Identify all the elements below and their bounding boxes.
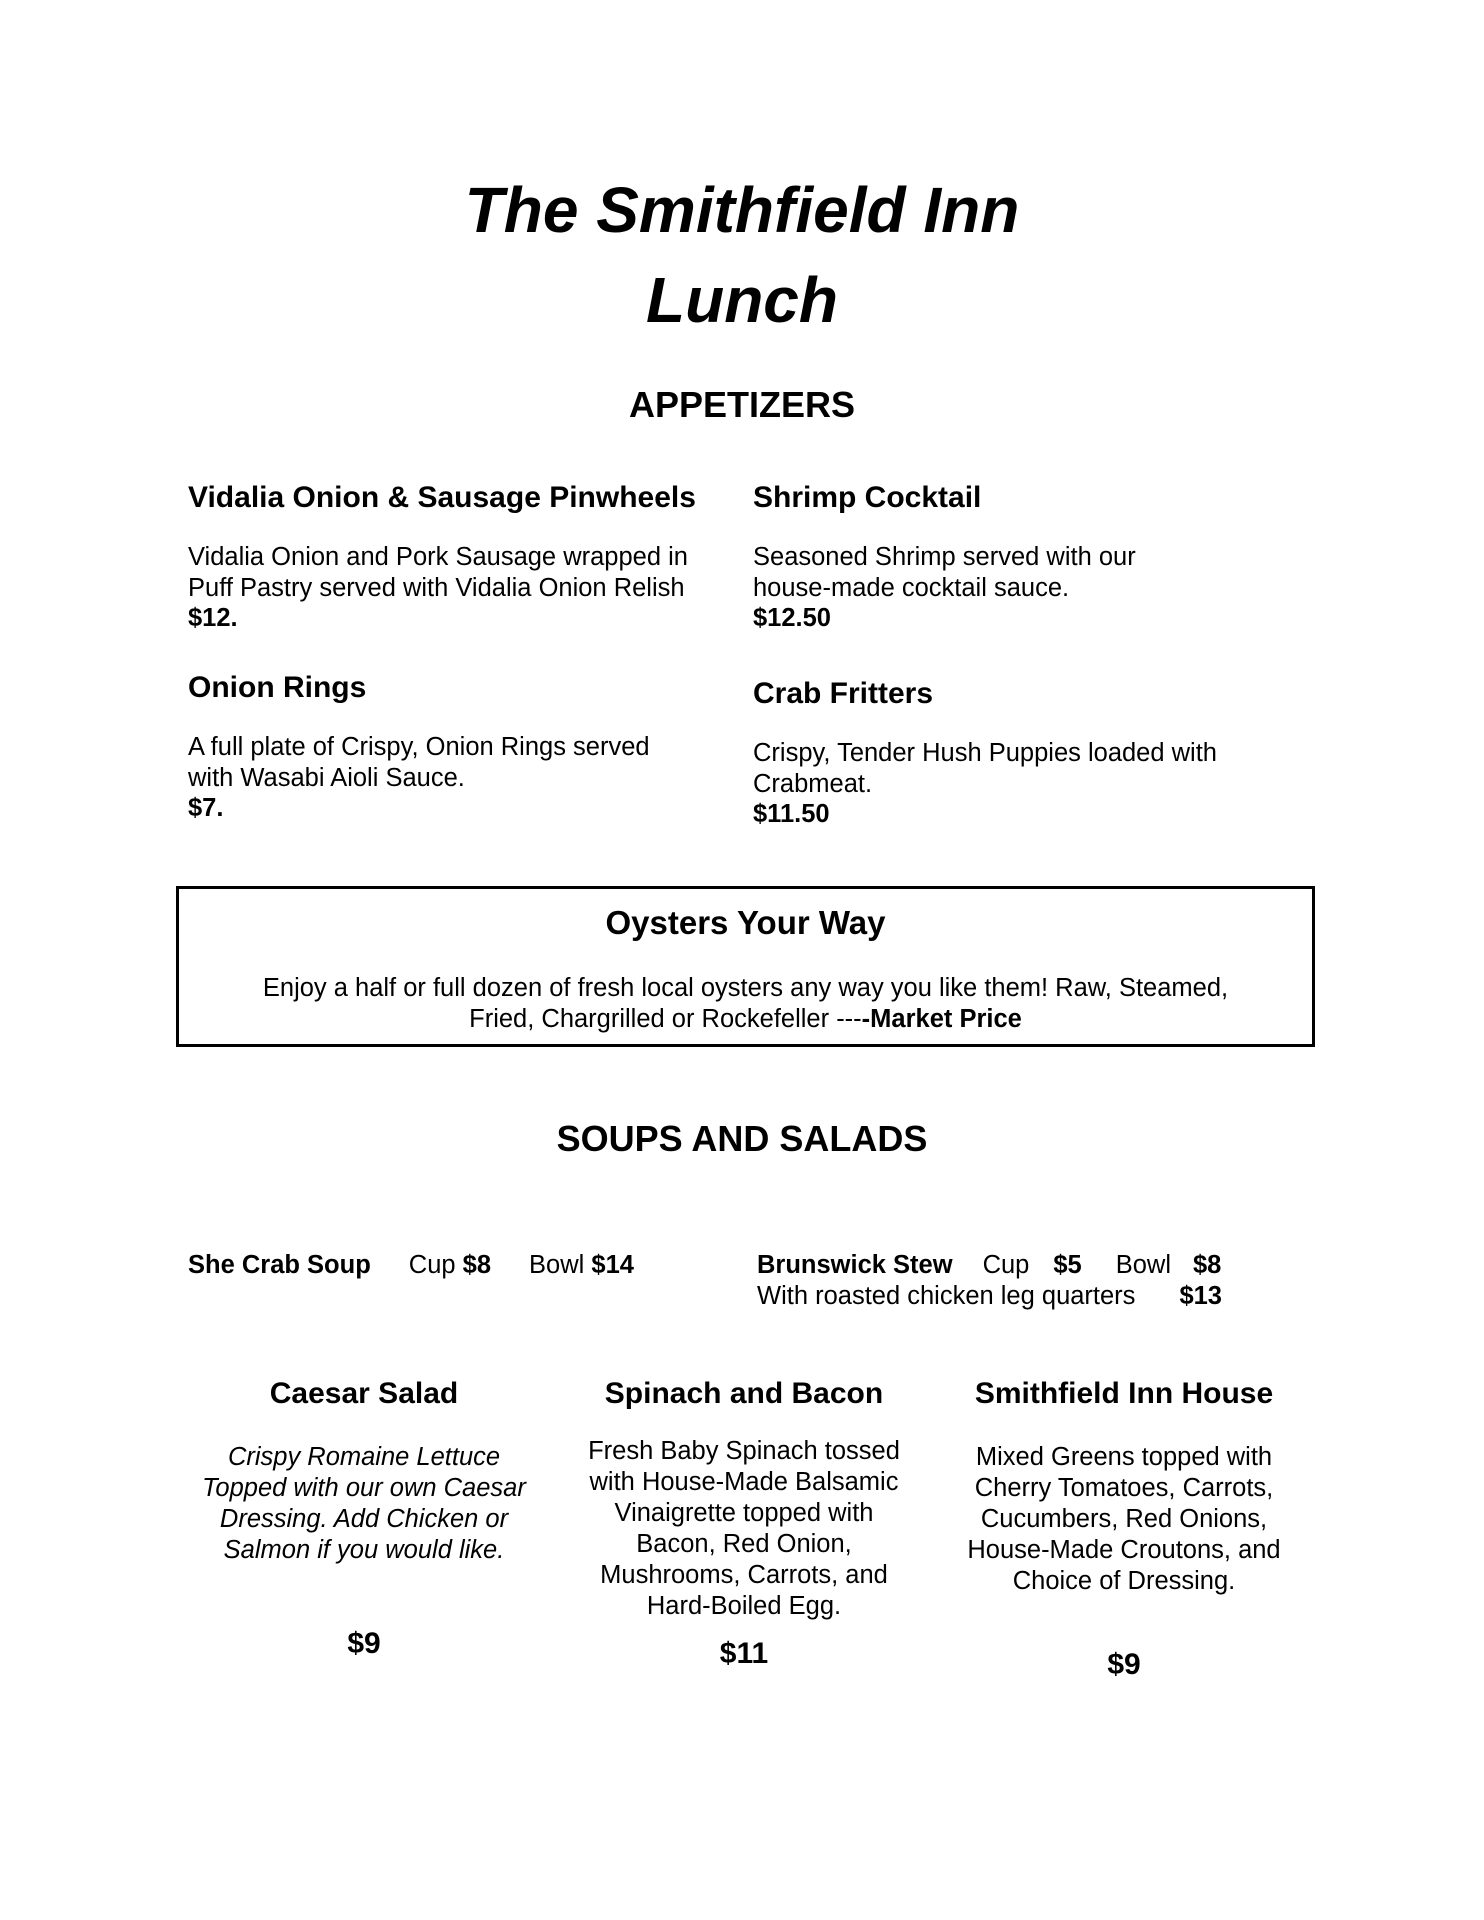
- salad-desc-line: Dressing. Add Chicken or: [219, 1505, 509, 1533]
- oysters-title: Oysters Your Way: [605, 904, 886, 941]
- salad-desc-line: Cucumbers, Red Onions,: [980, 1505, 1268, 1533]
- cup-price: $8: [462, 1251, 492, 1279]
- soup-name: She Crab Soup: [188, 1251, 371, 1279]
- appetizer-item: [753, 480, 1273, 634]
- appetizer-name: Crab Fritters: [753, 677, 934, 710]
- appetizer-desc-line: Seasoned Shrimp served with our: [753, 543, 1136, 571]
- salad-spinach-bacon: [544, 1376, 944, 1672]
- salad-description: [914, 1442, 1334, 1597]
- soups-salads-heading: SOUPS AND SALADS: [556, 1118, 928, 1159]
- cup-price: $5: [1053, 1251, 1082, 1279]
- appetizer-desc-line: Vidalia Onion and Pork Sausage wrapped in: [188, 543, 688, 571]
- appetizer-item: [188, 480, 728, 634]
- salad-desc-line: Choice of Dressing.: [1012, 1567, 1236, 1595]
- appetizer-item: [188, 670, 728, 824]
- salad-smithfield-house: [914, 1376, 1334, 1683]
- appetizer-desc-line: A full plate of Crispy, Onion Rings served: [188, 733, 650, 761]
- salad-name: Caesar Salad: [269, 1377, 459, 1410]
- cup-label: Cup: [408, 1251, 456, 1279]
- salad-desc-line: Crispy Romaine Lettuce: [227, 1443, 501, 1471]
- bowl-price: $14: [591, 1251, 634, 1279]
- salad-desc-line: Mushrooms, Carrots, and: [600, 1561, 888, 1589]
- salad-desc-line: Mixed Greens topped with: [975, 1443, 1273, 1471]
- oysters-text-line: [219, 1004, 1272, 1035]
- salad-desc-line: Salmon if you would like.: [223, 1536, 505, 1564]
- oysters-description: [219, 973, 1272, 1035]
- oysters-text-line-2: Fried, Chargrilled or Rockefeller ---: [469, 1005, 862, 1033]
- salad-price: $9: [1107, 1648, 1141, 1681]
- brunswick-stew-row: [757, 1250, 1221, 1281]
- salad-desc-line: Cherry Tomatoes, Carrots,: [974, 1474, 1274, 1502]
- salad-name: Smithfield Inn House: [974, 1377, 1274, 1410]
- appetizer-desc-line: Puff Pastry served with Vidalia Onion Relish: [188, 573, 685, 602]
- salad-caesar: [164, 1376, 564, 1662]
- salad-price: $9: [347, 1627, 381, 1660]
- bowl-price: $8: [1193, 1251, 1222, 1279]
- appetizer-desc-line: house-made cocktail sauce.: [753, 573, 1070, 602]
- appetizer-name: Vidalia Onion & Sausage Pinwheels: [188, 481, 696, 514]
- brunswick-extra-price: $13: [1179, 1282, 1222, 1310]
- menu-name: Lunch: [646, 264, 838, 336]
- cup-label: Cup: [982, 1251, 1030, 1279]
- soup-name: Brunswick Stew: [757, 1251, 953, 1279]
- appetizer-price: $11.50: [753, 800, 830, 828]
- salad-description: [164, 1442, 564, 1566]
- appetizer-desc-line: Crabmeat.: [753, 769, 873, 798]
- appetizer-name: Onion Rings: [188, 671, 367, 704]
- salad-price: $11: [719, 1637, 769, 1670]
- oysters-price: -Market Price: [861, 1005, 1022, 1033]
- appetizer-price: $7.: [188, 794, 224, 822]
- brunswick-extra-row: [757, 1281, 1222, 1312]
- salad-desc-line: Topped with our own Caesar: [202, 1474, 526, 1502]
- appetizer-desc-line: with Wasabi Aioli Sauce.: [188, 763, 465, 792]
- salad-desc-line: Hard-Boiled Egg.: [646, 1592, 842, 1620]
- she-crab-soup-row: [188, 1250, 634, 1281]
- salad-desc-line: House-Made Croutons, and: [967, 1536, 1281, 1564]
- appetizer-item: [753, 676, 1273, 830]
- salad-desc-line: Vinaigrette topped with: [614, 1499, 874, 1527]
- salad-desc-line: Fresh Baby Spinach tossed: [588, 1437, 900, 1465]
- appetizer-price: $12.50: [753, 604, 831, 632]
- salad-desc-line: Bacon, Red Onion,: [636, 1530, 852, 1558]
- brunswick-extra-text: With roasted chicken leg quarters: [757, 1282, 1136, 1310]
- oysters-box: [176, 886, 1315, 1047]
- salad-desc-line: with House-Made Balsamic: [589, 1468, 899, 1496]
- appetizer-name: Shrimp Cocktail: [753, 481, 982, 514]
- appetizer-desc-line: Crispy, Tender Hush Puppies loaded with: [753, 739, 1217, 767]
- oysters-text-line: Enjoy a half or full dozen of fresh local oysters any way you like them! Raw, Steamed,: [262, 974, 1229, 1002]
- restaurant-name: The Smithfield Inn: [464, 174, 1020, 246]
- salad-description: [544, 1436, 944, 1622]
- bowl-label: Bowl: [1115, 1251, 1171, 1279]
- bowl-label: Bowl: [529, 1251, 585, 1279]
- appetizers-heading: APPETIZERS: [628, 384, 856, 425]
- appetizer-price: $12.: [188, 604, 238, 632]
- salad-name: Spinach and Bacon: [604, 1377, 884, 1410]
